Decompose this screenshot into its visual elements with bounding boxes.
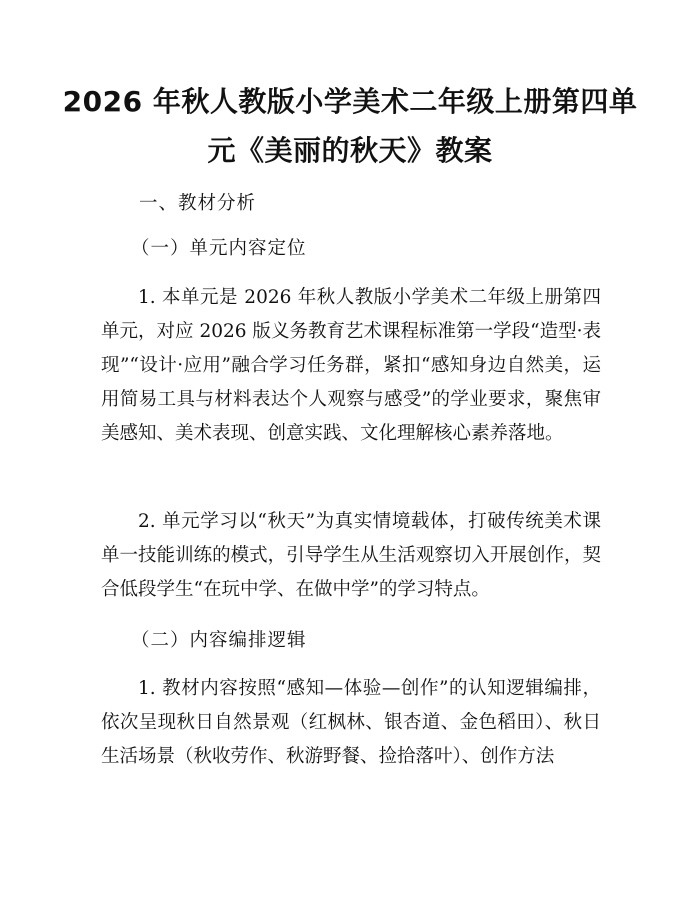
paragraph-unit-positioning-2: 2. 单元学习以“秋天”为真实情境载体，打破传统美术课单一技能训练的模式，引导学生从生活观察切入开展创作，契合低段学生“在玩中学、在做中学”的学习特点。 xyxy=(101,511,601,600)
paragraph-content-arrangement-1: 1. 教材内容按照“感知—体验—创作”的认知逻辑编排，依次呈现秋日自然景观（红枫林、银杏道、金色稻田）、秋日生活场景（秋收劳作、秋游野餐、捡拾落叶）、创作方法 xyxy=(101,678,601,767)
document-title-line-2: 元《美丽的秋天》教案 xyxy=(207,134,493,167)
document-title-line-1: 2026 年秋人教版小学美术二年级上册第四单 xyxy=(62,85,638,118)
subsection-heading-content-arrangement: （二）内容编排逻辑 xyxy=(131,630,307,651)
subsection-heading-unit-positioning: （一）单元内容定位 xyxy=(131,238,307,259)
section-heading-textbook-analysis: 一、教材分析 xyxy=(139,193,257,214)
paragraph-unit-positioning-1: 1. 本单元是 2026 年秋人教版小学美术二年级上册第四单元，对应 2026 版义务教育艺术课程标准第一学段“造型·表现”“设计·应用”融合学习任务群，紧扣“感知身边自然美，运用简易工具与材料表达个人观察与感受”的学业要求，聚焦审美感知、美术表现、创意实践、文化理解核心素养落地。 xyxy=(101,287,601,444)
